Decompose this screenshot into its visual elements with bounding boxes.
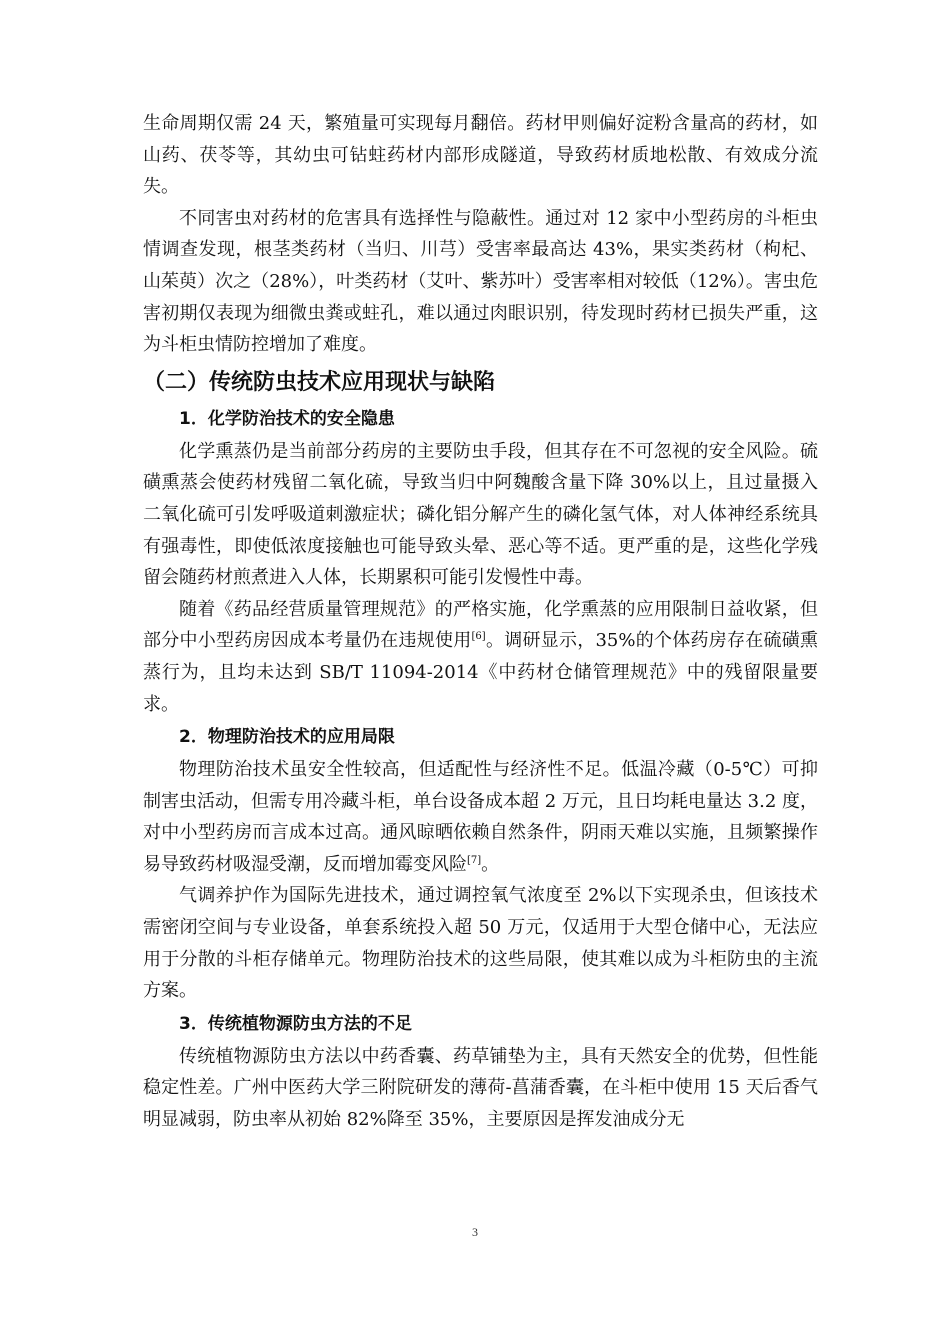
paragraph-text: 。调研显示，35%的个体药房存在硫磺熏蒸行为，且均未达到 SB/T 11094-2014《中药材仓储管理规范》中的残留限量要求。 <box>143 630 818 715</box>
page-number: 3 <box>472 1225 478 1239</box>
subsection-heading: 3．传统植物源防虫方法的不足 <box>179 1013 412 1034</box>
paragraph-text: 物理防治技术虽安全性较高，但适配性与经济性不足。低温冷藏（0-5℃）可抑制害虫活动，但需专用冷藏斗柜，单台设备成本超 2 万元，且日均耗电量达 3.2 度，对中小型药房而言成本过高。通风晾晒依赖自然条件，阴雨天难以实施，且频繁操作易导致药材吸湿受潮，反而增加霉变风险 <box>143 759 818 875</box>
citation-ref: [7] <box>467 854 482 866</box>
citation-ref: [6] <box>471 631 486 643</box>
paragraph: 传统植物源防虫方法以中药香囊、药草铺垫为主，具有天然安全的优势，但性能稳定性差。广州中医药大学三附院研发的薄荷-菖蒲香囊，在斗柜中使用 15 天后香气明显减弱，防虫率从初始 82%降至 35%，主要原因是挥发油成分无 <box>143 1045 818 1131</box>
subsection-heading: 1．化学防治技术的安全隐患 <box>179 408 395 429</box>
paragraph: 不同害虫对药材的危害具有选择性与隐蔽性。通过对 12 家中小型药房的斗柜虫情调查发现，根茎类药材（当归、川芎）受害率最高达 43%，果实类药材（枸杞、山茱萸）次之（28%），叶类药材（艾叶、紫苏叶）受害率相对较低（12%）。害虫危害初期仅表现为细微虫粪或蛀孔，难以通过肉眼识别，待发现时药材已损失严重，这为斗柜虫情防控增加了难度。 <box>143 207 818 356</box>
paragraph-text: 随着《药品经营质量管理规范》的严格实施，化学熏蒸的应用限制日益收紧，但部分中小型药房因成本考量仍在违规使用 <box>143 598 818 652</box>
subsection-heading: 2．物理防治技术的应用局限 <box>179 727 395 748</box>
paragraph: 生命周期仅需 24 天，繁殖量可实现每月翻倍。药材甲则偏好淀粉含量高的药材，如山药、茯苓等，其幼虫可钻蛀药材内部形成隧道，导致药材质地松散、有效成分流失。 <box>143 113 818 198</box>
paragraph: 化学熏蒸仍是当前部分药房的主要防虫手段，但其存在不可忽视的安全风险。硫磺熏蒸会使药材残留二氧化硫，导致当归中阿魏酸含量下降 30%以上，且过量摄入二氧化硫可引发呼吸道刺激症状；磷化铝分解产生的磷化氢气体，对人体神经系统具有强毒性，即使低浓度接触也可能导致头晕、恶心等不适。更严重的是，这些化学残留会随药材煎煮进入人体，长期累积可能引发慢性中毒。 <box>143 440 818 589</box>
paragraph <box>143 754 818 880</box>
page-body <box>143 108 818 1136</box>
paragraph-text: 。 <box>481 853 500 875</box>
paragraph: 气调养护作为国际先进技术，通过调控氧气浓度至 2%以下实现杀虫，但该技术需密闭空间与专业设备，单套系统投入超 50 万元，仅适用于大型仓储中心，无法应用于分散的斗柜存储单元。物理防治技术的这些局限，使其难以成为斗柜防虫的主流方案。 <box>143 885 818 1002</box>
section-heading: （二）传统防虫技术应用现状与缺陷 <box>143 369 496 395</box>
paragraph <box>143 594 818 720</box>
